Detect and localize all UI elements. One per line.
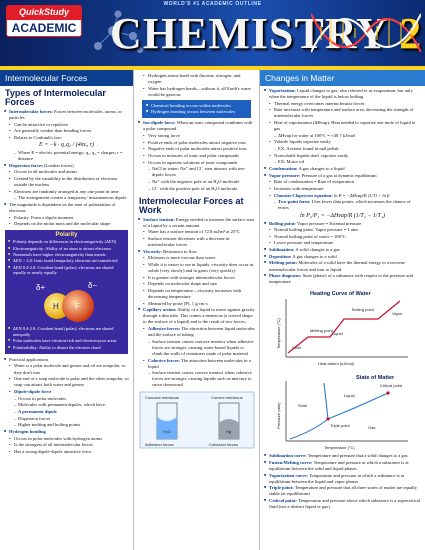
delta-minus-label: δ−	[87, 281, 97, 291]
list-item: – ΔHvap for water at 100°C = +40.7 kJ/mol	[264, 133, 421, 139]
convex-label: Convex meniscus	[210, 394, 243, 400]
at-work-list	[134, 217, 259, 389]
polarity-title: Polarity	[55, 232, 78, 239]
list-item: ■ Chemical bonding occurs within molecules	[146, 103, 247, 109]
list-item: – The arrangement creates a temporary/ instantaneous dipole	[4, 195, 129, 201]
list-item: • Created by the variability in the distribution of electrons outside the nucleus	[4, 176, 129, 188]
list-item: • Molasses is more viscous than water	[138, 255, 255, 261]
section-title-intermolecular: Intermolecular Forces	[0, 70, 133, 86]
list-item: • Volatile liquids vaporize easily	[264, 139, 421, 145]
brand-top: QuickStudy	[6, 5, 82, 19]
phase-x-label: Temperature (°C)	[323, 445, 355, 451]
list-item: ■ Nonmetals have higher electronegativity than metals	[8, 252, 125, 258]
intermolecular-list	[0, 109, 133, 141]
list-item: • Water is a polar molecule and grease and oil are nonpolar, so they don't mix	[4, 363, 129, 375]
list-item: • Adhesive forces: The attraction between liquid molecules and the surface of tubing	[138, 326, 255, 338]
phase-y-label: Pressure (atm)	[275, 402, 281, 430]
list-item: ■ ΔEN 0.4-2.0: Covalent bond (polar); electrons are shared equally or nearly equally	[8, 265, 125, 276]
list-item: • Has a strong dipole-dipole attractive force	[4, 449, 129, 455]
list-item: • Can be attractive or repulsive	[4, 122, 129, 128]
brand-bottom: ACADEMIC	[6, 19, 82, 37]
list-item: • Occurs in aqueous solutions of ionic compounds	[138, 160, 255, 166]
list-item: • Is the strongest of all intermolecular forces	[4, 442, 129, 448]
list-item: • Normal boiling point of water = 100°C	[264, 234, 421, 240]
solid-label: Solid	[291, 345, 301, 351]
polarity-list	[8, 239, 125, 276]
list-item: • Dipole-dipole force	[4, 389, 129, 395]
list-item: – EX: Motor oil	[264, 159, 421, 165]
list-item: – Surface tension causes concave menisci when adhesive forces are stronger, causing water-based liquids to climb the walls of containers made of polar material	[138, 339, 255, 357]
list-item: ■ Sublimation curve: Temperature and pressure that a solid changes to a gas	[264, 453, 421, 459]
list-item: ■ ΔEN 0.4-2.0: Covalent bond (polar); electrons are shared unequally	[8, 326, 125, 337]
list-item: • Nonvolatile liquids don't vaporize easily	[264, 153, 421, 159]
list-item: • Measured by poise (P), 1 g/cm·s	[138, 301, 255, 307]
section-title-changes: Changes in Matter	[260, 70, 425, 86]
list-item: • Cohesive forces: The attraction between molecules in a liquid	[138, 358, 255, 370]
list-item: ■ Sublimation: A solid changes to a gas	[264, 247, 421, 253]
list-item: • While it is easier to see in liquids, viscosity does occur in solids (very slowly) and in gases (very quickly)	[138, 262, 255, 274]
list-item: – Two-point form: Uses fewer data points, which increases the chance of errors	[264, 199, 421, 211]
list-item: ■ Surface tension: Energy needed to increase the surface area of a liquid by a certain amount	[138, 217, 255, 229]
list-item: ■ Condensation: A gas changes to a liquid	[264, 166, 421, 172]
list-item: • Depends on the molar mass and the molecular shape	[4, 221, 129, 227]
adhesion-caption: Adhesion forces	[144, 441, 174, 447]
list-item: ■ The magnitude is dependent on the ease of polarization of electrons	[4, 202, 129, 214]
bonding-callout	[142, 100, 251, 118]
triple-point-label: Triple point	[329, 423, 350, 429]
atom-f-label: F	[74, 302, 80, 312]
list-item: – Cl⁻ with the positive pole of an H₂O molecule	[138, 186, 255, 192]
list-item: – Na⁺ with the negative pole of an H₂O molecule	[138, 179, 255, 185]
list-item: ■ Phase diagrams: State (phase) of a substance with respect to the pressure and temperature	[264, 273, 421, 285]
heating-curve-line	[288, 301, 400, 353]
list-item: • Very strong force	[138, 133, 255, 139]
subtitle-types: Types of Intermolecular Forces	[5, 88, 106, 108]
list-item: – EX: Acetone found in nail polish	[264, 146, 421, 152]
list-item: • Occurs in polar molecules with hydrogen atoms	[4, 436, 129, 442]
list-item: – NaCl in water: Na⁺ and Cl⁻ ions interact with ion-dipole forces	[138, 166, 255, 178]
list-item: ■ Ion-dipole force: When an ionic compound combines with a polar compound	[138, 120, 255, 132]
left-column	[0, 70, 133, 550]
list-item: • Normal boiling point: Vapor pressure = 1 atm	[264, 227, 421, 233]
subtitle-at-work: Intermolecular Forces at Work	[139, 195, 244, 216]
list-item: – Occurs in polar molecules	[4, 396, 129, 402]
meniscus-diagram	[139, 391, 255, 449]
boiling-list	[260, 221, 425, 286]
list-item: • Rate increases with temperature and surface area, decreasing the strength of intermolecular forces	[264, 107, 421, 119]
header-banner	[0, 0, 425, 66]
sublimation-curve	[290, 419, 328, 439]
melting-point-label: Melting point	[309, 328, 333, 334]
coulomb-formula: E = −k · q₁q₂ / (4πε₀ r)	[38, 141, 95, 148]
list-item: • Increases with temperature	[264, 186, 421, 192]
list-item: ■ Vapor pressure: Pressure of a gas at dynamic equilibrium	[264, 173, 421, 179]
dna-helix-icon	[311, 4, 421, 62]
list-item: ■ Dispersion forces (London forces)	[4, 163, 129, 169]
curve-definitions-list	[260, 453, 425, 510]
list-item: • Rate of condensation = Rate of evaporation	[264, 179, 421, 185]
phase-solid-label: Solid	[297, 403, 307, 409]
polarity-list-2	[8, 326, 125, 350]
two-point-formula: ln P₂/P₁ = −ΔHvap/R (1/T₂ − 1/T₁)	[299, 212, 385, 219]
callout-list	[146, 103, 247, 115]
tagline: WORLD'S #1 ACADEMIC OUTLINE	[163, 1, 262, 7]
list-item: ■ Viscosity: Resistance to flow	[138, 249, 255, 255]
liquid-label: Liquid	[331, 331, 343, 337]
list-item: • Positive ends of polar molecules attract negative ions	[138, 140, 255, 146]
mercury-label: Hg	[225, 428, 231, 434]
list-item: • Heat of vaporization (ΔHvap): Heat needed to vaporize one mole of liquid to gas	[264, 120, 421, 132]
hbond-continued-list	[134, 70, 259, 98]
phase-diagram-title: State of Matter	[355, 375, 394, 382]
list-item: • Water has a surface tension of 72.8 mJ/m² at 25°C	[138, 229, 255, 235]
boiling-point-label: Boiling point	[351, 307, 374, 313]
list-item: ■ Deposition: A gas changes to a solid	[264, 254, 421, 260]
list-item: ■ Capillary action: Ability of a liquid to move against gravity through a thin tube. This comes a meniscus (a curved shape to the surface of a liquid) and is the result of two forces:	[138, 307, 255, 325]
list-item: • Relates to Coulomb's law:	[4, 135, 129, 141]
list-item: • Electrons are randomly arranged at any one point in time	[4, 189, 129, 195]
list-item: – Surface tension causes convex menisci when cohesive forces are stronger, causing liquids such as mercury to curve downward	[138, 370, 255, 388]
title-main: CHEMISTRY	[110, 9, 388, 58]
hf-dipole-diagram	[22, 278, 112, 324]
heating-x-label: Heat added (kJ/mol)	[317, 361, 354, 367]
critical-point-marker	[386, 392, 389, 395]
middle-column	[133, 70, 259, 550]
list-item: • Occurs in mixtures of ionic and polar compounds	[138, 153, 255, 159]
fusion-curve	[324, 383, 328, 419]
list-item: ■ Hydrogen bonding	[4, 429, 129, 435]
vapor-label: Vapor	[391, 311, 402, 317]
phase-gas-label: Gas	[367, 425, 375, 431]
list-item: ■ Practical applications	[4, 357, 129, 363]
list-item: • One end of a soap molecule is polar and the other nonpolar, so soap can attract both water and grease	[4, 376, 129, 388]
heating-curve-diagram	[268, 287, 418, 369]
list-item: ■ Hydrogen bonding occurs between molecules	[146, 109, 247, 115]
water-label: H₂O	[162, 428, 171, 434]
list-item: ■ Vaporization curve: Temperature and pressure at which a substance is at equilibrium between the liquid and vapor phases	[264, 473, 421, 485]
list-item: • Lower pressure and temperature	[264, 240, 421, 246]
list-item: ■ Intermolecular forces: Forces between molecules, atoms, or particles	[4, 109, 129, 121]
critical-point-label: Critical point	[379, 383, 402, 389]
right-column	[259, 70, 425, 550]
list-item: ■ Electronegativity: Ability of an atom to attract electrons	[8, 246, 125, 252]
vaporization-curve	[328, 393, 388, 419]
list-item: • Polarity: Form a dipole moment	[4, 215, 129, 221]
list-item: • Hydrogen atoms bond with fluorine, nitrogen, and oxygen	[138, 73, 255, 85]
practical-list	[0, 357, 133, 455]
list-item: ■ Triple point: Temperature and pressure that all three states of matter are equally stable (at equilibrium)	[264, 485, 421, 497]
list-item: ■ Fusion/Melting curve: Temperature and pressure at which a substance is at equilibrium between the solid and liquid phases	[264, 460, 421, 472]
brand-logo	[6, 5, 82, 41]
list-item: ■ Polar molecules have electron-rich and electron-poor areas	[8, 338, 125, 344]
list-item: • Are generally weaker than bonding forces	[4, 128, 129, 134]
list-item: • Water has hydrogen bonds—without it, all Earth's water would be gaseous	[138, 86, 255, 98]
list-item: – Higher melting and boiling points	[4, 422, 129, 428]
list-item: ■ Polarizability: Ability to distort the electron cloud	[8, 345, 125, 351]
heating-curve-title: Heating Curve of Water	[309, 291, 371, 298]
list-item: – A permanent dipole	[4, 409, 129, 415]
list-item: ■ Boiling point: Vapor pressure = External pressure	[264, 221, 421, 227]
list-item: – Where E = electric potential energy; q₁, q₂ = charges; r = distance	[4, 150, 129, 162]
list-item: ■ Vaporization: Liquid changes to gas; also referred to as evaporation, but only when the temperature of the liquid is below boiling	[264, 88, 421, 100]
changes-list	[260, 86, 425, 212]
list-item: ■ Critical point: Temperature and pressure above which substance is a supercritical fluid (not a distinct liquid or gas)	[264, 498, 421, 510]
atom-h-label: H	[52, 302, 59, 312]
triple-point-marker	[326, 418, 329, 421]
list-item: ■ ΔEN > 2.0: Ionic bond (nonpolar); electrons are transferred	[8, 258, 125, 264]
list-item: • Depends on temperature—viscosity increases with decreasing temperature	[138, 288, 255, 300]
heating-y-label: Temperature (°C)	[275, 318, 281, 350]
list-item: ■ Polarity depends on differences in electronegativity (ΔEN)	[8, 239, 125, 245]
list-item: – Dispersion forces	[4, 416, 129, 422]
polarity-box	[5, 230, 128, 353]
phase-diagram	[268, 371, 418, 451]
title-number: 2	[399, 9, 423, 58]
list-item: • Negative ends of polar molecules attract positive ions	[138, 146, 255, 152]
list-item: • Clausius-Clapeyron equation: ln P = −ΔHvap/R (1/T) + ln β	[264, 193, 421, 199]
coulomb-note	[0, 150, 133, 228]
list-item: • Surface tension decreases with a decrease in intermolecular forces	[138, 236, 255, 248]
list-item: • Thermal energy overcomes intermolecular forces	[264, 101, 421, 107]
list-item: ■ Melting point: Molecules of a solid have the thermal energy to overcome intermolecular forces and turn to liquid	[264, 260, 421, 272]
ion-dipole-list	[134, 120, 259, 191]
list-item: – Molecules with permanent dipoles, which have:	[4, 402, 129, 408]
list-item: • Depends on molecular shape and size	[138, 281, 255, 287]
phase-liquid-label: Liquid	[343, 393, 355, 399]
list-item: • It is greater with stronger intermolecular forces	[138, 275, 255, 281]
delta-plus-label: δ+	[35, 283, 45, 293]
list-item: • Occurs in all molecules and atoms	[4, 169, 129, 175]
cohesion-caption: Cohesion forces	[208, 441, 238, 447]
concave-label: Concave meniscus	[144, 394, 179, 400]
